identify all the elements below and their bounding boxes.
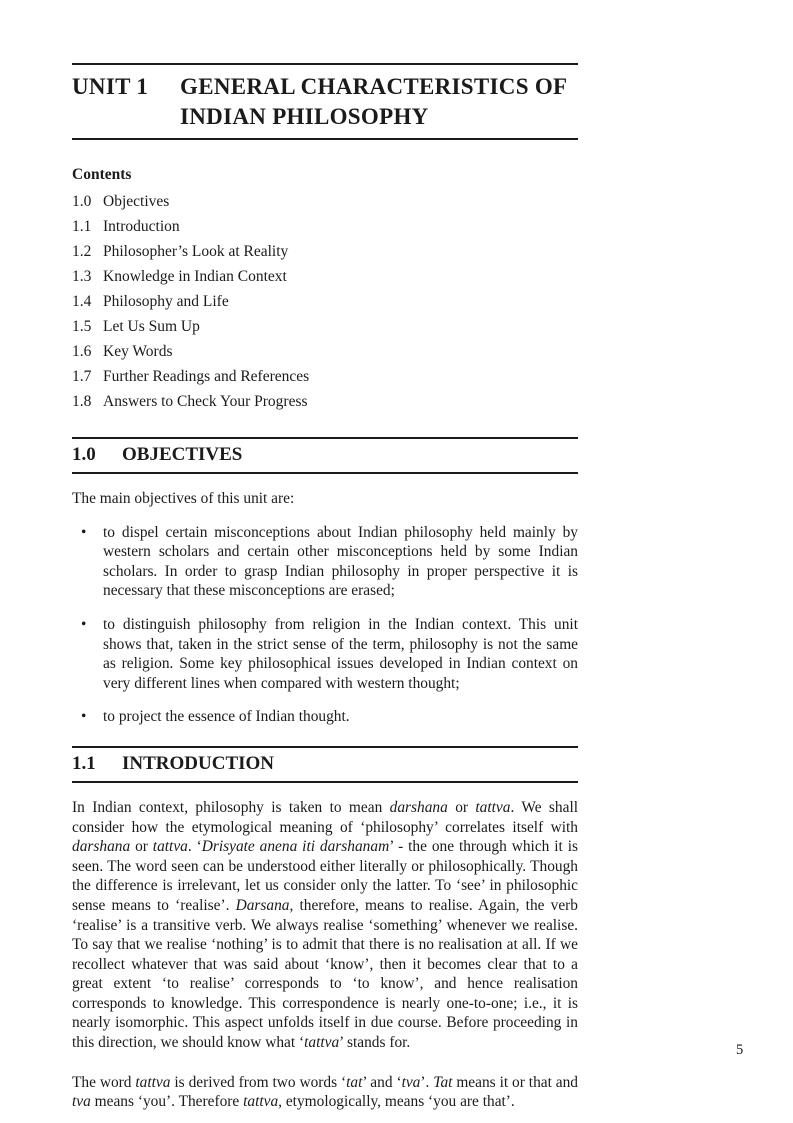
contents-item-label: Further Readings and References [103,368,310,385]
contents-item-number: 1.0 [72,193,92,210]
contents-item [72,218,578,243]
objectives-bullet-item [72,707,578,727]
contents-item-label: Philosophy and Life [103,293,229,310]
objectives-bullet-item [72,523,578,601]
objectives-bullet-text: to distinguish philosophy from religion in the Indian context. This unit shows that, taken in the strict sense of the term, philosophy is not the same as religion. Some key philosophical issues developed in Indian context on very different lines when compared with western thought; [103,615,578,692]
contents-item [72,368,578,393]
objectives-heading-label: OBJECTIVES [122,444,243,465]
bullet-icon: • [81,523,87,541]
introduction-paragraph-1: In Indian context, philosophy is taken to mean darshana or tattva. We shall consider how the etymological meaning of ‘philosophy’ correlates itself with darshana or tattva. ‘Drisyate anena iti darshanam’ - the one through which it is seen. The word seen can be understood either literally or philosophically. Though the difference is irrelevant, let us consider only the latter. To ‘see’ in philosophic sense means to ‘realise’. Darsana, therefore, means to realise. Again, the verb ‘realise’ is a transitive verb. We always realise ‘something’ whenever we realise. To say that we realise ‘nothing’ is to admit that there is no realisation at all. If we recollect whatever that was said about ‘know’, then it becomes clear that to a great extent ‘to realise’ corresponds to ‘to know’, and hence realisation corresponds to knowledge. This correspondence is nearly one-to-one; i.e., it is nearly isomorphic. This aspect unfolds itself in due course. Before proceeding in this direction, we should know what ‘tattva’ stands for. [72,798,578,1052]
objectives-bullet-text: to project the essence of Indian thought. [103,708,350,726]
objectives-bullet-item [72,615,578,693]
objectives-heading-bottom-rule [72,472,578,474]
contents-item-number: 1.6 [72,343,92,360]
contents-item [72,318,578,343]
unit-label: UNIT 1 [72,74,149,99]
title-top-rule [72,63,578,65]
contents-item-number: 1.5 [72,318,92,335]
contents-item-label: Objectives [103,193,170,210]
objectives-bullet-list [72,523,578,727]
objectives-section-heading [72,437,578,474]
introduction-paragraph-2: The word tattva is derived from two words ‘tat’ and ‘tva’. Tat means it or that and tva means ‘you’. Therefore tattva, etymologically, means ‘you are that’. [72,1073,579,1111]
unit-title [72,72,578,132]
unit-title-text [180,72,567,132]
contents-item-number: 1.2 [72,243,92,260]
contents-item [72,343,578,368]
contents-item-number: 1.1 [72,218,92,235]
bullet-icon: • [81,615,87,633]
contents-item-number: 1.7 [72,368,92,385]
contents-item-label: Let Us Sum Up [103,318,200,335]
unit-title-line2: INDIAN PHILOSOPHY [180,104,429,129]
contents-item-label: Introduction [103,218,180,235]
objectives-intro-paragraph: The main objectives of this unit are: [72,490,295,507]
contents-item [72,193,578,218]
introduction-section-heading [72,746,578,783]
contents-item-number: 1.8 [72,393,92,410]
contents-item-label: Answers to Check Your Progress [103,393,308,410]
contents-heading: Contents [72,166,132,183]
bullet-icon: • [81,708,87,726]
contents-item-number: 1.3 [72,268,92,285]
contents-item-label: Knowledge in Indian Context [103,268,287,285]
contents-item [72,268,578,293]
page-content [72,0,578,1112]
introduction-heading-number: 1.1 [72,752,96,774]
contents-item-number: 1.4 [72,293,92,310]
contents-item-label: Philosopher’s Look at Reality [103,243,289,260]
introduction-heading-bottom-rule [72,781,578,783]
objectives-heading-number: 1.0 [72,444,96,465]
contents-item [72,243,578,268]
contents-list [72,193,578,418]
contents-item-label: Key Words [103,343,173,360]
contents-item [72,293,578,318]
introduction-heading-label: INTRODUCTION [122,752,275,774]
title-bottom-rule [72,138,578,140]
objectives-heading-row [72,439,578,472]
unit-title-line1: GENERAL CHARACTERISTICS OF [180,74,568,99]
introduction-heading-row [72,748,578,781]
page-number: 5 [736,1042,744,1058]
objectives-bullet-text: to dispel certain misconceptions about Indian philosophy held mainly by western scholars and certain other misconceptions held by some Indian scholars. In order to grasp Indian philosophy in proper perspective it is necessary that these misconceptions are erased; [103,523,578,600]
contents-item [72,393,578,418]
